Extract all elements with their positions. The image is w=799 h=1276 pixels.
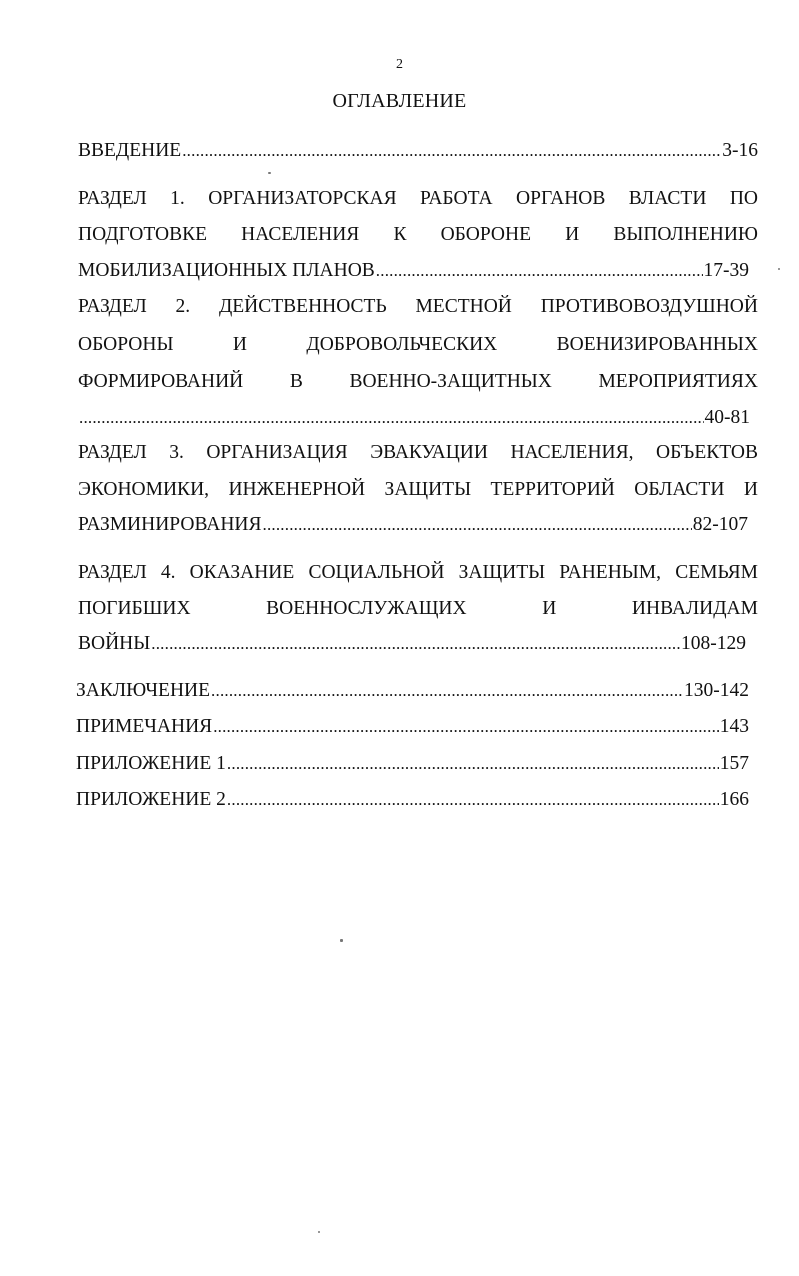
scan-speck	[268, 172, 271, 174]
toc-word: НАСЕЛЕНИЯ	[241, 224, 360, 245]
toc-word: ЗАЩИТЫ	[384, 479, 472, 500]
toc-word: МЕРОПРИЯТИЯХ	[598, 371, 758, 392]
toc-word: В	[289, 371, 303, 392]
dot-leader	[151, 631, 680, 657]
toc-word: РАЗДЕЛ	[78, 188, 147, 209]
toc-section1-line3	[78, 258, 749, 284]
dot-leader	[376, 258, 703, 284]
dot-leader	[182, 138, 721, 164]
dot-leader	[211, 678, 683, 704]
toc-word: РАБОТА	[420, 188, 493, 209]
dot-leader	[227, 751, 719, 777]
toc-section3-line3	[78, 512, 748, 538]
toc-word: ОКАЗАНИЕ	[189, 562, 295, 583]
toc-label: ВОЙНЫ	[78, 633, 151, 654]
toc-word: ВОЕННО-ЗАЩИТНЫХ	[349, 371, 552, 392]
dot-leader	[213, 714, 719, 740]
toc-word: ЭВАКУАЦИИ	[370, 442, 488, 463]
toc-word: ОБЪЕКТОВ	[656, 442, 758, 463]
toc-label: ПРИЛОЖЕНИЕ 1	[76, 753, 226, 774]
toc-entry-introduction	[78, 138, 758, 164]
toc-word: ВОЕНИЗИРОВАННЫХ	[556, 334, 758, 355]
toc-word: ДЕЙСТВЕННОСТЬ	[218, 296, 387, 317]
toc-word: МЕСТНОЙ	[415, 296, 512, 317]
toc-word: И	[542, 598, 557, 619]
toc-word: ПРОТИВОВОЗДУШНОЙ	[540, 296, 758, 317]
toc-section1-line1	[78, 186, 758, 212]
toc-word: СОЦИАЛЬНОЙ	[308, 562, 445, 583]
toc-page-range: 108-129	[681, 633, 746, 654]
toc-word: ВОЕННОСЛУЖАЩИХ	[266, 598, 467, 619]
toc-word: ОБЛАСТИ	[634, 479, 725, 500]
toc-section2-line4	[78, 405, 750, 431]
toc-word: РАЗДЕЛ	[78, 442, 147, 463]
scan-speck	[778, 268, 780, 270]
toc-word: ИНЖЕНЕРНОЙ	[228, 479, 366, 500]
toc-section1-line2	[78, 222, 758, 248]
toc-word: РАЗДЕЛ	[78, 296, 147, 317]
toc-word: ТЕРРИТОРИЙ	[490, 479, 615, 500]
toc-word: ОРГАНОВ	[516, 188, 606, 209]
toc-word: НАСЕЛЕНИЯ,	[510, 442, 634, 463]
toc-page-range: 3-16	[722, 140, 758, 161]
toc-word: ОБОРОНЫ	[78, 334, 174, 355]
toc-page-range: 166	[719, 789, 749, 810]
toc-page-range: 40-81	[704, 407, 750, 428]
toc-section4-line3	[78, 631, 746, 657]
toc-section2-line1	[78, 294, 758, 320]
toc-entry-appendix-2	[76, 787, 749, 813]
toc-section4-line2	[78, 596, 758, 622]
page-title: ОГЛАВЛЕНИЕ	[332, 90, 467, 112]
toc-word: СЕМЬЯМ	[675, 562, 758, 583]
toc-label: РАЗМИНИРОВАНИЯ	[78, 514, 262, 535]
toc-word: 4.	[160, 562, 176, 583]
toc-word: ОРГАНИЗАЦИЯ	[206, 442, 348, 463]
toc-word: ДОБРОВОЛЬЧЕСКИХ	[306, 334, 498, 355]
toc-word: ВЫПОЛНЕНИЮ	[613, 224, 758, 245]
toc-word: ОБОРОНЕ	[440, 224, 531, 245]
toc-label: ВВЕДЕНИЕ	[78, 140, 182, 161]
scan-speck	[340, 939, 343, 942]
toc-page-range: 157	[719, 753, 749, 774]
toc-word: РАЗДЕЛ	[78, 562, 147, 583]
toc-word: И	[232, 334, 247, 355]
toc-word: ИНВАЛИДАМ	[631, 598, 758, 619]
toc-section2-line2	[78, 332, 758, 358]
toc-page-range: 82-107	[692, 514, 748, 535]
toc-word: И	[565, 224, 580, 245]
dot-leader	[227, 787, 719, 813]
toc-word: ОРГАНИЗАТОРСКАЯ	[208, 188, 397, 209]
toc-entry-notes	[76, 714, 749, 740]
toc-entry-appendix-1	[76, 751, 749, 777]
scan-speck	[318, 1231, 320, 1233]
toc-label: ПРИМЕЧАНИЯ	[76, 716, 213, 737]
toc-entry-conclusion	[76, 678, 749, 704]
toc-word: РАНЕНЫМ,	[559, 562, 662, 583]
toc-word: ПОДГОТОВКЕ	[78, 224, 208, 245]
toc-label: ПРИЛОЖЕНИЕ 2	[76, 789, 226, 810]
toc-word: 3.	[169, 442, 184, 463]
toc-label: МОБИЛИЗАЦИОННЫХ ПЛАНОВ	[78, 260, 375, 281]
toc-section2-line3	[78, 369, 758, 395]
page-number: 2	[396, 57, 403, 72]
dot-leader	[79, 405, 704, 431]
toc-word: ПО	[729, 188, 758, 209]
toc-label: ЗАКЛЮЧЕНИЕ	[76, 680, 211, 701]
toc-word: И	[743, 479, 758, 500]
dot-leader	[263, 512, 692, 538]
toc-section4-line1	[78, 560, 758, 586]
toc-section3-line1	[78, 440, 758, 466]
toc-page-range: 17-39	[703, 260, 749, 281]
toc-page-range: 130-142	[684, 680, 749, 701]
toc-word: ЭКОНОМИКИ,	[78, 479, 210, 500]
toc-page-range: 143	[719, 716, 749, 737]
toc-word: ФОРМИРОВАНИЙ	[78, 371, 244, 392]
toc-word: 2.	[175, 296, 191, 317]
toc-word: ВЛАСТИ	[628, 188, 707, 209]
toc-word: 1.	[170, 188, 185, 209]
toc-section3-line2	[78, 477, 758, 503]
toc-word: К	[393, 224, 407, 245]
toc-word: ЗАЩИТЫ	[458, 562, 546, 583]
toc-word: ПОГИБШИХ	[78, 598, 191, 619]
